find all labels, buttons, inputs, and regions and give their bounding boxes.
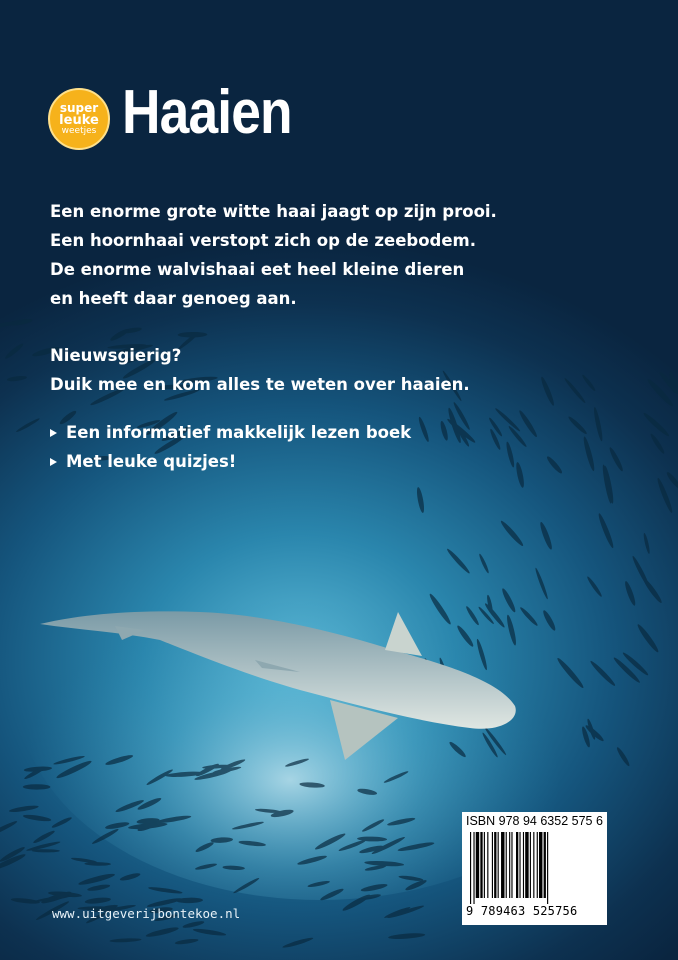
fish-shape (9, 804, 39, 813)
publisher-website[interactable]: www.uitgeverijbontekoe.nl (52, 906, 241, 921)
fish-shape (631, 555, 651, 589)
fish-shape (636, 623, 661, 654)
fish-shape (51, 816, 73, 829)
fish-shape (505, 441, 516, 468)
barcode-bar (498, 832, 499, 898)
fish-shape (145, 926, 179, 939)
barcode-bar (516, 832, 518, 898)
fish-shape (439, 420, 449, 441)
fish-shape (416, 487, 426, 514)
barcode-bar (487, 832, 488, 898)
fish-shape (582, 436, 596, 472)
fish-shape (32, 829, 55, 844)
fish-shape (23, 814, 52, 823)
logo-line2: leuke (59, 113, 99, 128)
fish-shape (84, 862, 111, 866)
barcode-bar (494, 832, 496, 898)
fish-shape (148, 886, 183, 895)
feature-item (50, 447, 411, 476)
question-text (50, 341, 470, 399)
barcode-bar (525, 832, 528, 898)
intro-line: Een hoornhaai verstopt zich op de zeebodem. (50, 231, 477, 250)
barcode-bar (519, 832, 520, 898)
fish-shape (84, 897, 111, 905)
triangle-right-icon (50, 458, 57, 466)
barcode-bar (547, 832, 548, 904)
feature-label: Een informatief makkelijk lezen boek (66, 423, 412, 442)
fish-shape (4, 342, 25, 360)
fish-shape (175, 938, 199, 945)
barcode-bar (511, 832, 512, 898)
fish-shape (615, 746, 631, 767)
fish-shape (178, 332, 208, 338)
intro-line: De enorme walvishaai eet heel kleine dieren (50, 260, 465, 279)
fish-shape (643, 533, 651, 555)
fish-shape (656, 477, 674, 514)
fish-shape (621, 651, 649, 677)
fish-shape (539, 376, 555, 407)
feature-list (50, 418, 411, 476)
barcode-bars (468, 832, 601, 904)
isbn-digits: 9 789463 525756 (466, 904, 578, 918)
fish-shape (78, 872, 116, 887)
logo-line1: super (59, 101, 99, 115)
fish-shape (387, 904, 425, 919)
barcode-bar (509, 832, 510, 898)
barcode-bar (480, 832, 482, 898)
fish-shape (119, 872, 141, 882)
barcode-bar (533, 832, 534, 898)
barcode-bar (523, 832, 524, 898)
feature-item (50, 418, 411, 447)
fish-shape (586, 575, 603, 597)
fish-shape (417, 416, 430, 443)
barcode-bar (539, 832, 542, 898)
barcode-bar (506, 832, 507, 898)
fish-shape (9, 318, 33, 327)
question-line: Nieuwsgierig? (50, 346, 182, 365)
fish-shape (71, 857, 97, 864)
fish-shape (581, 374, 596, 392)
barcode-bar (492, 832, 493, 898)
fish-shape (7, 375, 28, 382)
barcode-bar (470, 832, 471, 904)
fish-shape (567, 415, 588, 435)
barcode-bar (473, 832, 474, 904)
barcode-bar (537, 832, 538, 898)
triangle-right-icon (50, 429, 57, 437)
fish-shape (446, 417, 477, 444)
fish-shape (518, 409, 539, 438)
isbn-label: ISBN 978 94 6352 575 6 (466, 814, 603, 828)
fish-shape (538, 521, 553, 550)
fish-shape (87, 883, 111, 892)
fish-shape (592, 407, 603, 442)
fish-shape (545, 455, 563, 475)
logo-line3: weetjes (61, 126, 97, 136)
series-logo (48, 88, 110, 150)
fish-shape (282, 936, 314, 949)
question-line: Duik mee en kom alles te weten over haaien. (50, 375, 470, 394)
intro-text (50, 197, 497, 313)
intro-line: Een enorme grote witte haai jaagt op zijn prooi. (50, 202, 497, 221)
barcode-bar (544, 832, 546, 898)
fish-shape (642, 411, 670, 438)
fish-shape (623, 580, 637, 606)
feature-label: Met leuke quizjes! (66, 452, 237, 471)
fish-shape (0, 819, 18, 837)
fish-shape (182, 920, 205, 929)
fish-shape (109, 938, 141, 943)
isbn-barcode (462, 812, 607, 925)
fish-shape (665, 471, 678, 491)
fish-shape (515, 462, 526, 489)
fish-shape (388, 932, 425, 940)
fish-shape (608, 446, 625, 472)
barcode-bar (530, 832, 531, 898)
fish-shape (597, 512, 616, 549)
fish-shape (23, 784, 51, 789)
fish-shape (193, 927, 227, 936)
fish-shape (15, 417, 40, 433)
barcode-bar (476, 832, 479, 898)
barcode-bar (484, 832, 485, 898)
fish-shape (563, 377, 586, 404)
book-title: Haaien (122, 78, 292, 147)
fish-shape (649, 433, 666, 455)
fish-shape (488, 417, 504, 438)
barcode-bar (501, 832, 504, 898)
intro-line: en heeft daar genoeg aan. (50, 289, 297, 308)
